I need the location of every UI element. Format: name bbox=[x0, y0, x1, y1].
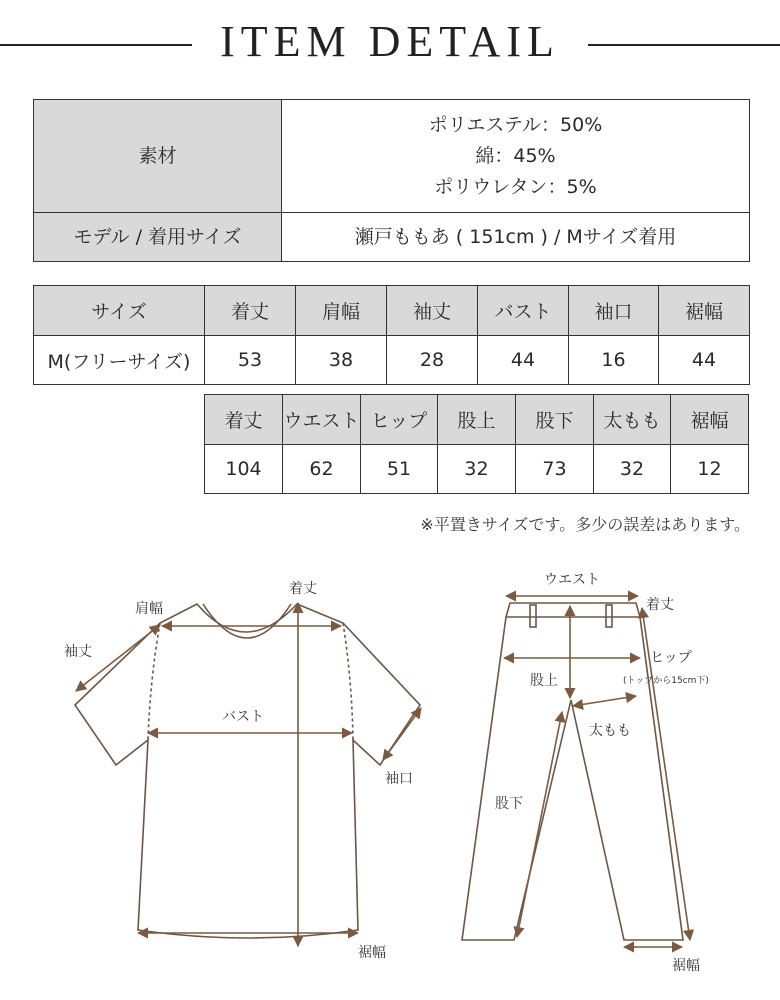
pants-header-cell: 股下 bbox=[516, 395, 594, 445]
pants-value-cell: 12 bbox=[671, 445, 749, 494]
top-value-cell: 28 bbox=[387, 336, 478, 385]
page-title: ITEM DETAIL bbox=[220, 17, 560, 66]
model-label: モデル / 着用サイズ bbox=[34, 213, 282, 262]
pants-outline bbox=[462, 603, 683, 940]
label-pants-hem: 裾幅 bbox=[672, 958, 700, 974]
cuff-arrow bbox=[383, 708, 421, 760]
label-hip-note: (トップから15cm下) bbox=[623, 676, 709, 686]
material-line: ポリエステル：50% bbox=[428, 113, 603, 136]
thigh-arrow bbox=[573, 696, 636, 706]
label-shoulder: 肩幅 bbox=[135, 601, 163, 617]
top-header-cell: 着丈 bbox=[205, 286, 296, 336]
pants-header-cell: 裾幅 bbox=[671, 395, 749, 445]
header-line-right bbox=[588, 44, 780, 46]
top-header-cell: バスト bbox=[478, 286, 569, 336]
top-header-cell: サイズ bbox=[34, 286, 205, 336]
label-hem: 裾幅 bbox=[358, 945, 386, 961]
top-header-cell: 裾幅 bbox=[659, 286, 750, 336]
top-value-cell: 44 bbox=[659, 336, 750, 385]
top-size-table bbox=[33, 285, 750, 385]
top-value-cell: M(フリーサイズ) bbox=[34, 336, 205, 385]
label-thigh: 太もも bbox=[589, 723, 631, 739]
pants-length-arrow bbox=[642, 608, 690, 940]
pants-value-cell: 104 bbox=[205, 445, 283, 494]
model-value: 瀬戸ももあ ( 151cm ) / Mサイズ着用 bbox=[282, 213, 750, 262]
top-header-cell: 肩幅 bbox=[296, 286, 387, 336]
pants-value-cell: 73 bbox=[516, 445, 594, 494]
pants-header-cell: ウエスト bbox=[283, 395, 361, 445]
pants-value-cell: 62 bbox=[283, 445, 361, 494]
pants-value-cell: 32 bbox=[438, 445, 516, 494]
material-value bbox=[282, 100, 750, 213]
tshirt-outline bbox=[75, 604, 420, 938]
label-waist: ウエスト bbox=[544, 572, 600, 588]
inseam-arrow bbox=[517, 712, 562, 937]
label-inseam: 股下 bbox=[495, 796, 523, 812]
label-cuff: 袖口 bbox=[385, 771, 413, 787]
top-value-cell: 44 bbox=[478, 336, 569, 385]
label-length: 着丈 bbox=[289, 581, 317, 597]
label-hip: ヒップ bbox=[650, 650, 692, 666]
pants-value-cell: 32 bbox=[594, 445, 671, 494]
material-line: ポリウレタン：5% bbox=[434, 175, 597, 198]
pants-value-cell: 51 bbox=[361, 445, 438, 494]
pants-size-table bbox=[204, 394, 749, 494]
top-value-cell: 16 bbox=[569, 336, 659, 385]
label-rise: 股上 bbox=[530, 673, 558, 689]
label-pants-length: 着丈 bbox=[646, 597, 674, 613]
top-header-cell: 袖口 bbox=[569, 286, 659, 336]
material-label: 素材 bbox=[34, 100, 282, 213]
pants-header-cell: 股上 bbox=[438, 395, 516, 445]
pants-header-cell: 着丈 bbox=[205, 395, 283, 445]
tshirt-arrows bbox=[76, 603, 421, 946]
pants-arrows bbox=[504, 596, 690, 947]
measurement-note: ※平置きサイズです。多少の誤差はあります。 bbox=[420, 515, 750, 534]
material-line: 綿：45% bbox=[475, 144, 556, 167]
pants-header-cell: ヒップ bbox=[361, 395, 438, 445]
top-value-cell: 38 bbox=[296, 336, 387, 385]
label-bust: バスト bbox=[222, 709, 264, 725]
top-header-cell: 袖丈 bbox=[387, 286, 478, 336]
label-sleeve: 袖丈 bbox=[64, 644, 92, 660]
top-value-cell: 53 bbox=[205, 336, 296, 385]
material-table bbox=[33, 99, 750, 262]
sleeve-arrow bbox=[76, 625, 160, 691]
pants-header-cell: 太もも bbox=[594, 395, 671, 445]
